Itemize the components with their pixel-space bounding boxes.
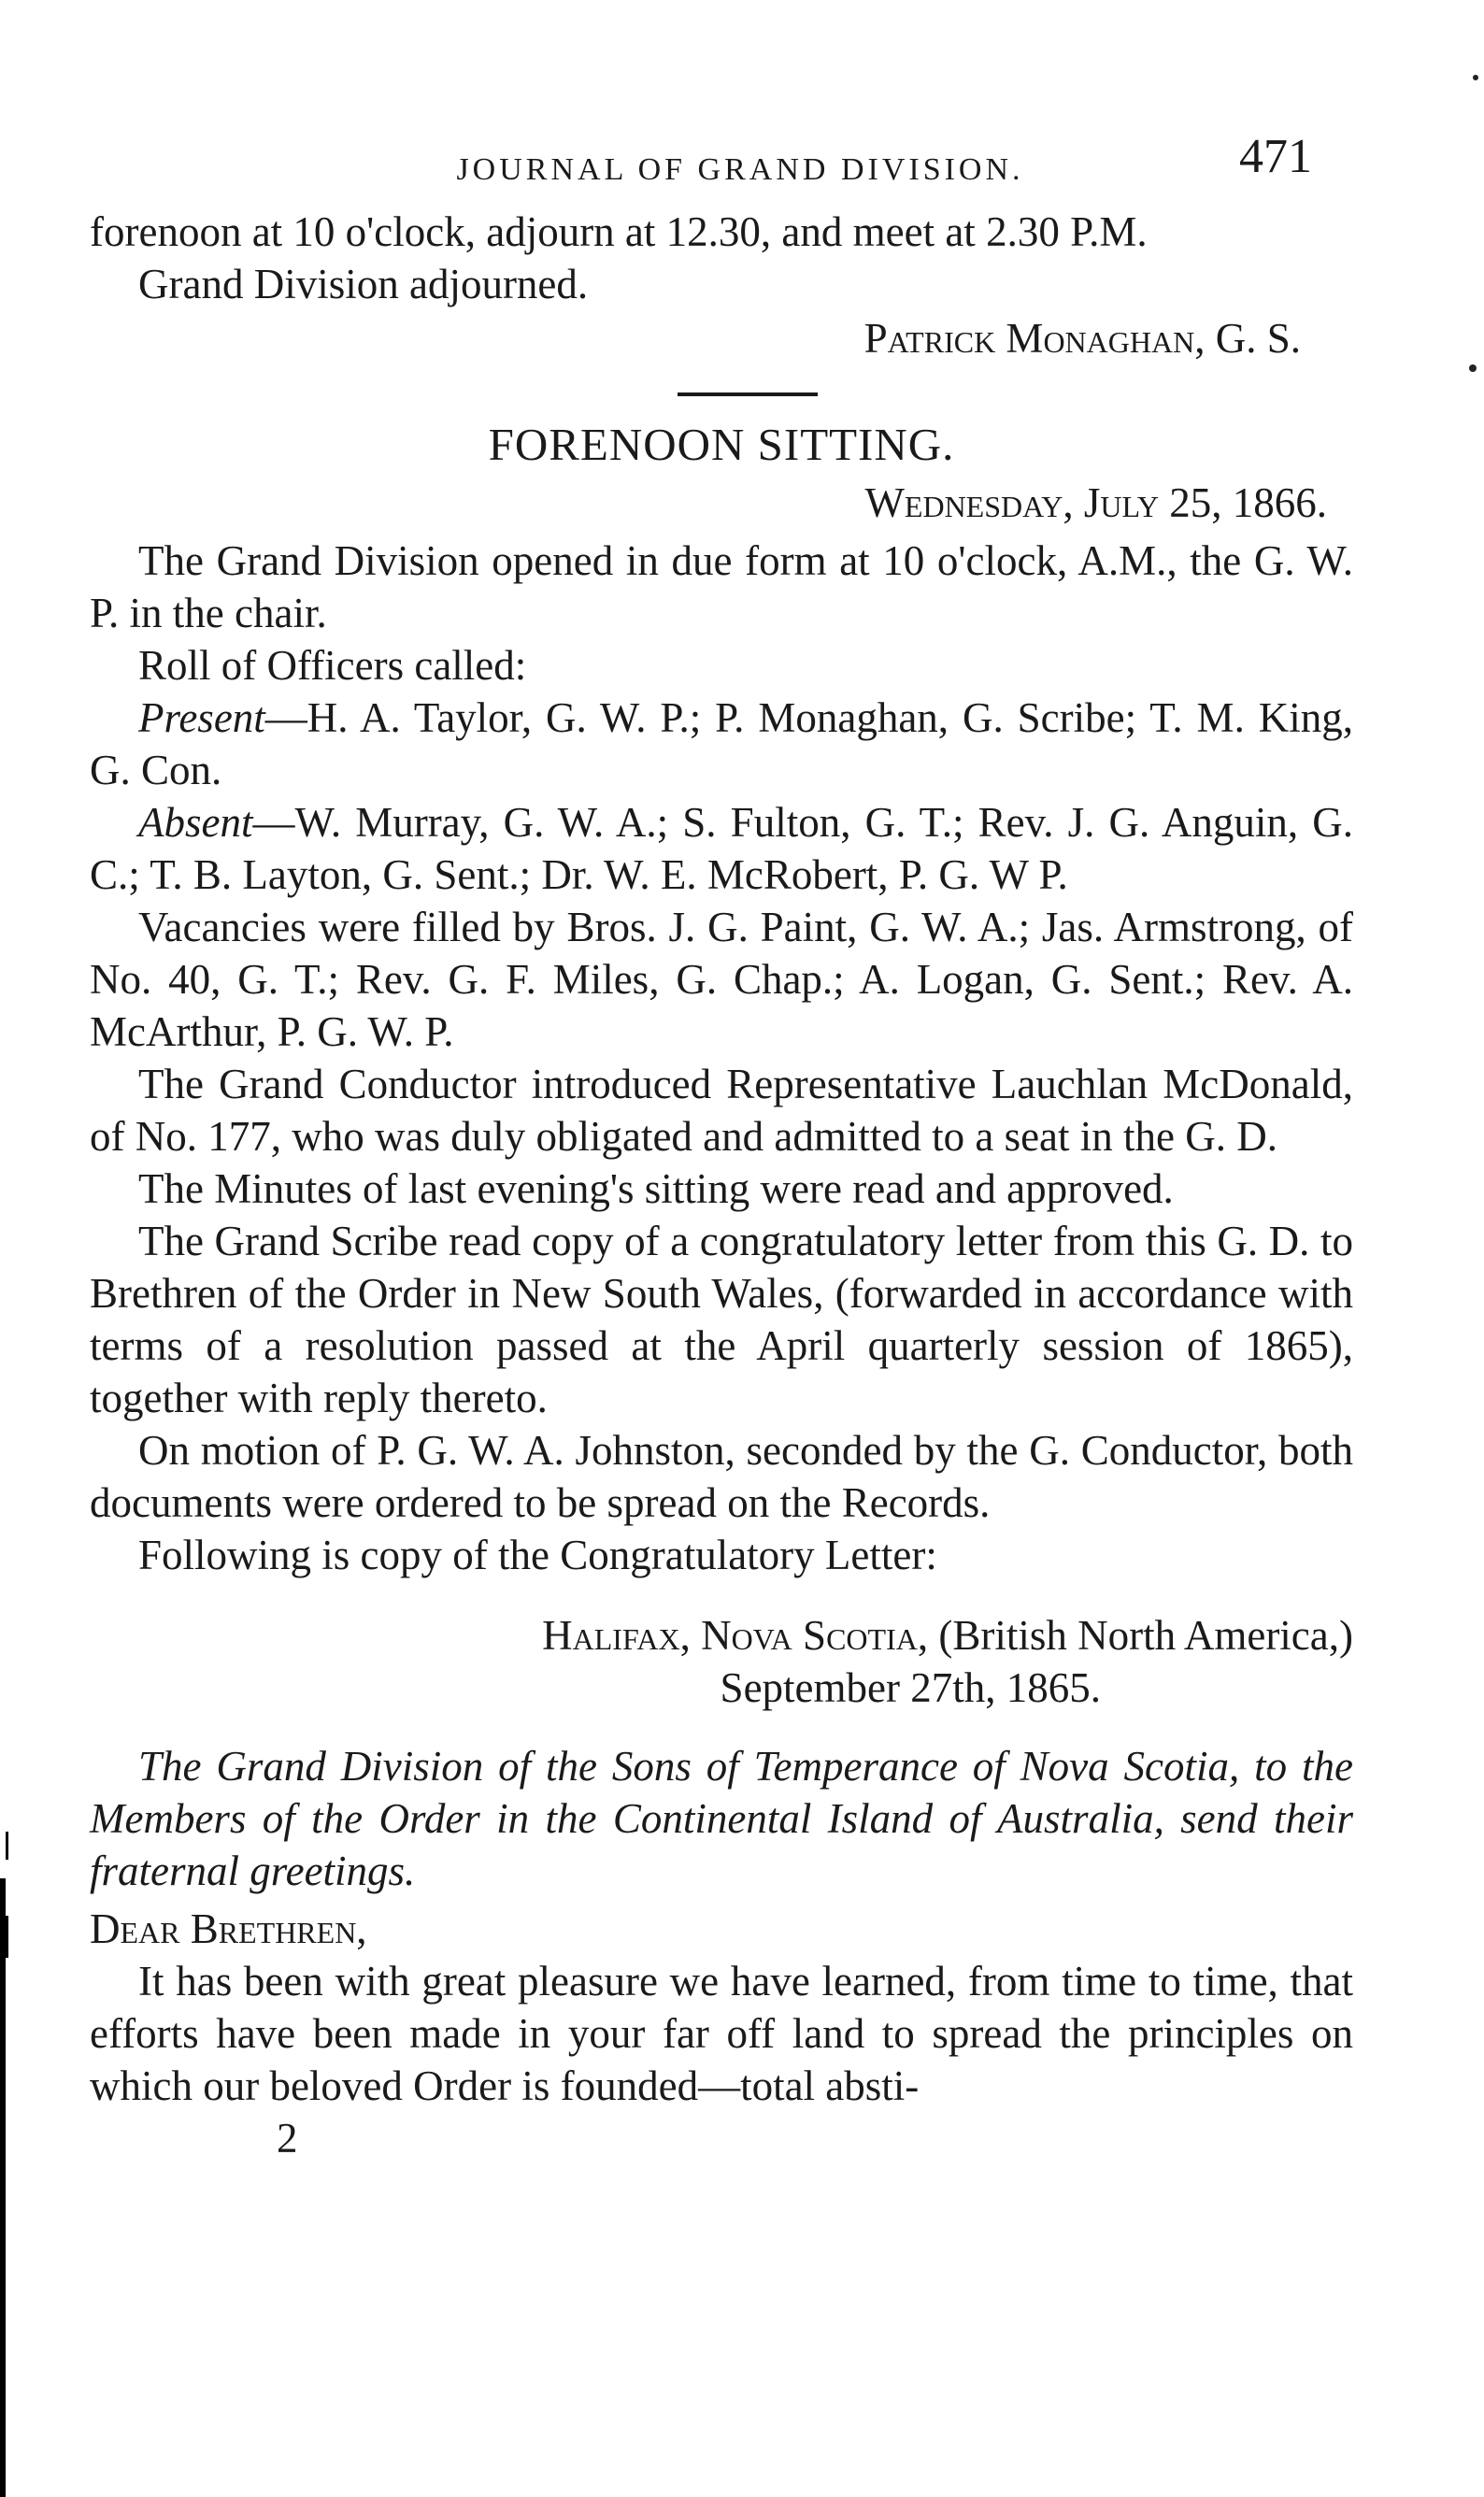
paragraph-present: [90, 692, 1353, 796]
paragraph-motion: On motion of P. G. W. A. Johnston, seconded by the G. Conductor, both documents were ordered to be spread on the Records.: [90, 1427, 1353, 1526]
margin-scan-tick: [6, 1916, 8, 1958]
margin-scan-tick: [6, 1832, 8, 1860]
scan-speck: [1469, 364, 1477, 372]
letter-salutation: Dear Brethren,: [90, 1905, 367, 1952]
absent-label: Absent: [138, 799, 253, 846]
paragraph-absent: [90, 796, 1353, 901]
running-title: JOURNAL OF GRAND DIVISION.: [456, 152, 1024, 187]
letter-date: September 27th, 1865.: [720, 1664, 1101, 1711]
journal-page: [90, 131, 1353, 2164]
absent-list: —W. Murray, G. W. A.; S. Fulton, G. T.; Rev. J. G. Anguin, G. C.; T. B. Layton, G. Sent.; Dr. W. E. McRobert, P. G. W P.: [90, 799, 1353, 898]
continuation-line: forenoon at 10 o'clock, adjourn at 12.30, and meet at 2.30 P.M.: [90, 208, 1148, 255]
letter-place-country: (British North America,): [928, 1612, 1353, 1659]
paragraph-scribe: The Grand Scribe read copy of a congratulatory letter from this G. D. to Brethren of the Order in New South Wales, (forwarded in accordance with terms of a resolution passed at the April quarterly session of 1865), together with reply thereto.: [90, 1218, 1353, 1421]
running-head: [90, 131, 1353, 206]
margin-scan-edge: [0, 1878, 6, 2497]
letter-address: The Grand Division of the Sons of Temperance of Nova Scotia, to the Members of the Order in the Continental Island of Australia, send their fraternal greetings.: [90, 1743, 1353, 1894]
section-heading: FORENOON SITTING.: [488, 419, 955, 470]
paragraph-following: Following is copy of the Congratulatory Letter:: [138, 1532, 937, 1578]
section-rule: [678, 392, 818, 396]
page-number: 471: [1239, 130, 1312, 183]
paragraph-conductor: The Grand Conductor introduced Representative Lauchlan McDonald, of No. 177, who was duly obligated and admitted to a seat in the G. D.: [90, 1061, 1353, 1160]
signature-mark: 2: [277, 2115, 298, 2162]
letter-body: It has been with great pleasure we have learned, from time to time, that efforts have been made in your far off land to spread the principles on which our beloved Order is founded—total absti-: [90, 1958, 1353, 2109]
adjourned-line: Grand Division adjourned.: [138, 261, 589, 307]
paragraph-vacancies: Vacancies were filled by Bros. J. G. Paint, G. W. A.; Jas. Armstrong, of No. 40, G. T.; Rev. G. F. Miles, G. Chap.; A. Logan, G. Sent.; Rev. A. McArthur, P. G. W. P.: [90, 904, 1353, 1055]
paragraph-roll: Roll of Officers called:: [138, 642, 527, 689]
scan-speck: [1473, 75, 1478, 80]
present-list: —H. A. Taylor, G. W. P.; P. Monaghan, G. Scribe; T. M. King, G. Con.: [90, 694, 1353, 793]
letter-place: [90, 1609, 1353, 1662]
paragraph-minutes: The Minutes of last evening's sitting were read and approved.: [138, 1165, 1174, 1212]
scribe-signature: Patrick Monaghan, G. S.: [863, 315, 1301, 362]
present-label: Present: [138, 694, 265, 741]
paragraph-opened: The Grand Division opened in due form at 10 o'clock, A.M., the G. W. P. in the chair.: [90, 537, 1353, 636]
letter-place-name: Halifax, Nova Scotia,: [542, 1612, 929, 1659]
sitting-date: Wednesday, July 25, 1866.: [864, 479, 1327, 526]
